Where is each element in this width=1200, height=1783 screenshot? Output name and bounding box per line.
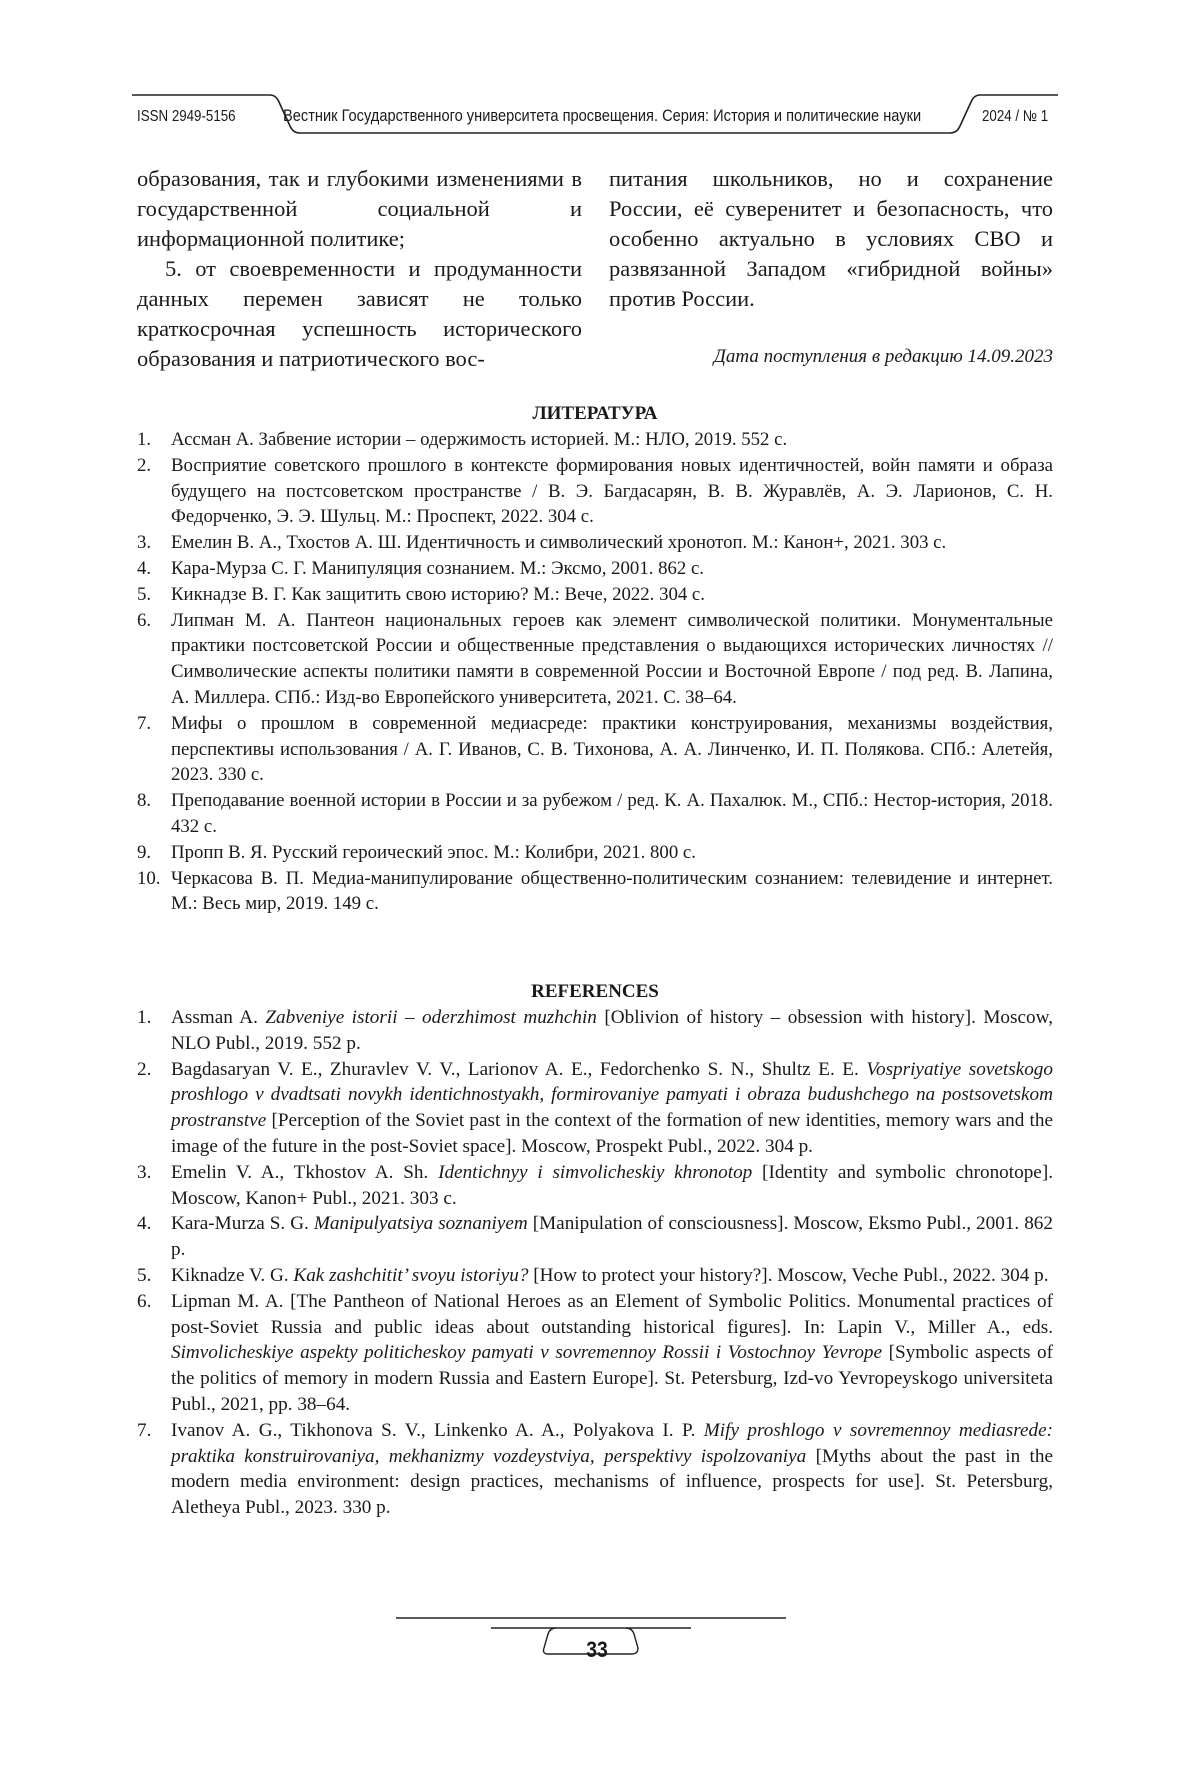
bib-number: 9.	[137, 841, 152, 863]
ref-number: 4.	[137, 1213, 152, 1235]
literatura-heading: ЛИТЕРАТУРА	[532, 403, 658, 424]
header-journal-title: Вестник Государственного университета просвещения. Серия: История и политические науки	[283, 106, 922, 125]
ref-title: Manipulyatsiya soznaniyem	[313, 1213, 528, 1235]
bib-item	[137, 711, 1053, 788]
ref-details: [Manipulation of consciousness]. Moscow, Eksmo Publ., 2001. 862 p.	[171, 1213, 1053, 1261]
bib-text: Восприятие советского прошлого в контексте формирования новых идентичностей, войн памяти и образа будущего на постсоветском пространстве / В. Э. Багдасарян, В. В. Журавлёв, А. Э. Ларионов, С. Н. Федорченко, Э. Э. Шульц. М.: Проспект, 2022. 304 с.	[171, 454, 1053, 528]
references-heading: REFERENCES	[531, 981, 659, 1002]
ref-item	[137, 1418, 1053, 1521]
ref-authors: Kiknadze V. G.	[171, 1264, 294, 1286]
bib-text: Ассман А. Забвение истории – одержимость историей. М.: НЛО, 2019. 552 с.	[171, 429, 788, 450]
ref-item	[137, 1289, 1053, 1418]
ref-details: [Oblivion of history – obsession with history]. Moscow, NLO Publ., 2019. 552 p.	[171, 1007, 1053, 1054]
bib-item	[137, 556, 1053, 582]
bib-item	[137, 788, 1053, 840]
ref-details: [Symbolic aspects of the politics of memory in modern Russia and Eastern Europe]. St. Petersburg, Izd-vo Yevropeyskogo universiteta Publ., 2021, pp. 38–64.	[171, 1342, 1053, 1415]
body-paragraph: образования, так и глубокими изменениями в государственной социальной и информационной политике;	[137, 166, 582, 251]
bib-number: 3.	[137, 532, 152, 554]
ref-authors: Ivanov A. G., Tikhonova S. V., Linkenko A. A., Polyakova I. P.	[171, 1419, 704, 1441]
bib-item	[137, 530, 1053, 556]
bib-text: Мифы о прошлом в современной медиасреде: практики конструирования, механизмы воздействия, перспективы использования / А. Г. Иванов, С. В. Тихонова, А. А. Линченко, И. П. Полякова. СПб.: Алетейя, 2023. 330 с.	[171, 712, 1053, 786]
bib-item	[137, 582, 1053, 608]
ref-number: 1.	[137, 1007, 152, 1028]
bib-text: Липман М. А. Пантеон национальных героев как элемент символической политики. Монументальные практики постсоветской России и общественные представления о выдающихся исторических личностях // Символические аспекты политики памяти в современной России и Восточной Европе / под ред. В. Лапина, А. Миллера. СПб.: Изд-во Европейского университета, 2021. С. 38–64.	[171, 609, 1053, 708]
ref-item	[137, 1057, 1053, 1160]
ref-authors: Assman A.	[171, 1007, 266, 1028]
ref-number: 6.	[137, 1290, 152, 1312]
ref-details: [Myths about the past in the modern media environment: design practices, mechanisms of influence, prospects for use]. St. Petersburg, Aletheya Publ., 2023. 330 p.	[171, 1445, 1053, 1519]
ref-authors: Emelin V. A., Tkhostov A. Sh.	[171, 1161, 439, 1183]
body-right-column	[609, 164, 1053, 314]
bib-item	[137, 866, 1053, 918]
bib-number: 2.	[137, 454, 152, 476]
page-number: 33	[586, 1637, 608, 1662]
bib-number: 4.	[137, 557, 152, 579]
ref-number: 7.	[137, 1419, 152, 1441]
body-paragraph: питания школьников, но и сохранение России, её суверенитет и безопасность, что особенно актуально в условиях СВО и развязанной Западом «гибридной войны» против России.	[609, 166, 1053, 311]
bib-text: Кара-Мурза С. Г. Манипуляция сознанием. М.: Эксмо, 2001. 862 с.	[171, 557, 704, 579]
ref-title: Identichnyy i simvolicheskiy khronotop	[438, 1161, 753, 1183]
received-date: Дата поступления в редакцию 14.09.2023	[713, 346, 1053, 367]
ref-number: 3.	[137, 1161, 152, 1183]
ref-number: 5.	[137, 1264, 152, 1286]
header-issn: ISSN 2949-5156	[137, 108, 236, 125]
bib-number: 6.	[137, 609, 152, 631]
ref-authors: Lipman M. A. [The Pantheon of National Heroes as an Element of Symbolic Politics. Monumental practices of post-Soviet Russia and public ideas about outstanding historical figures]. In: Lapin V., Miller A., eds.	[171, 1290, 1053, 1338]
header-issue: 2024 / № 1	[982, 108, 1049, 125]
ref-item	[137, 1160, 1053, 1212]
ref-authors: Bagdasaryan V. E., Zhuravlev V. V., Larionov A. E., Fedorchenko S. N., Shultz E. E.	[171, 1058, 867, 1080]
bib-number: 1.	[137, 429, 152, 450]
ref-title: Zabveniye istorii – oderzhimost muzhchin	[265, 1007, 597, 1028]
bib-item	[137, 840, 1053, 866]
bib-item	[137, 608, 1053, 711]
ref-details: [Perception of the Soviet past in the context of the formation of new identities, memory wars and the image of the future in the post-Soviet space]. Moscow, Prospekt Publ., 2022. 304 p.	[171, 1110, 1053, 1157]
bib-item	[137, 453, 1053, 530]
bib-number: 8.	[137, 790, 152, 812]
bib-text: Емелин В. А., Тхостов А. Ш. Идентичность и символический хронотоп. М.: Канон+, 2021. 303 с.	[171, 532, 947, 554]
ref-title: Kak zashchitit’ svoyu istoriyu?	[293, 1264, 529, 1286]
body-left-column	[137, 164, 582, 374]
ref-item	[137, 1005, 1053, 1057]
ref-title: Vospriyatiye sovetskogo proshlogo v dvadtsati novykh identichnostyakh, formirovaniye pamyati i obraza budushchego na postsovetskom prostranstve	[171, 1058, 1053, 1132]
bib-number: 5.	[137, 583, 152, 605]
ref-details: [Identity and symbolic chronotope]. Moscow, Kanon+ Publ., 2021. 303 c.	[171, 1161, 1053, 1209]
ref-title: Simvolicheskiye aspekty politicheskoy pamyati v sovremennoy Rossii i Vostochnoy Yevrope	[171, 1342, 883, 1364]
bib-number: 7.	[137, 712, 152, 734]
bib-text: Преподавание военной истории в России и за рубежом / ред. К. А. Пахалюк. М., СПб.: Нестор-история, 2018. 432 с.	[171, 790, 1053, 837]
body-paragraph: 5. от своевременности и продуманности данных перемен зависят не только краткосрочная успешность исторического образования и патриотического вос-	[137, 256, 582, 371]
ref-item	[137, 1263, 1053, 1289]
bib-item	[137, 427, 1053, 453]
ref-item	[137, 1211, 1053, 1263]
ref-details: [How to protect your history?]. Moscow, Veche Publ., 2022. 304 p.	[528, 1264, 1049, 1286]
ref-title: Mify proshlogo v sovremennoy mediasrede: praktika konstruirovaniya, mekhanizmy vozdeystviya, perspektivy ispolzovaniya	[171, 1419, 1053, 1467]
bib-text: Черкасова В. П. Медиа-манипулирование общественно-политическим сознанием: телевидение и интернет. М.: Весь мир, 2019. 149 с.	[171, 867, 1053, 915]
ref-authors: Kara-Murza S. G.	[171, 1213, 314, 1235]
ref-number: 2.	[137, 1058, 152, 1080]
bib-text: Кикнадзе В. Г. Как защитить свою историю? М.: Вече, 2022. 304 с.	[171, 583, 705, 605]
literatura-list	[137, 427, 1053, 917]
bib-text: Пропп В. Я. Русский героический эпос. М.: Колибри, 2021. 800 с.	[171, 841, 696, 863]
references-list	[137, 1005, 1053, 1521]
bib-number: 10.	[137, 867, 161, 889]
